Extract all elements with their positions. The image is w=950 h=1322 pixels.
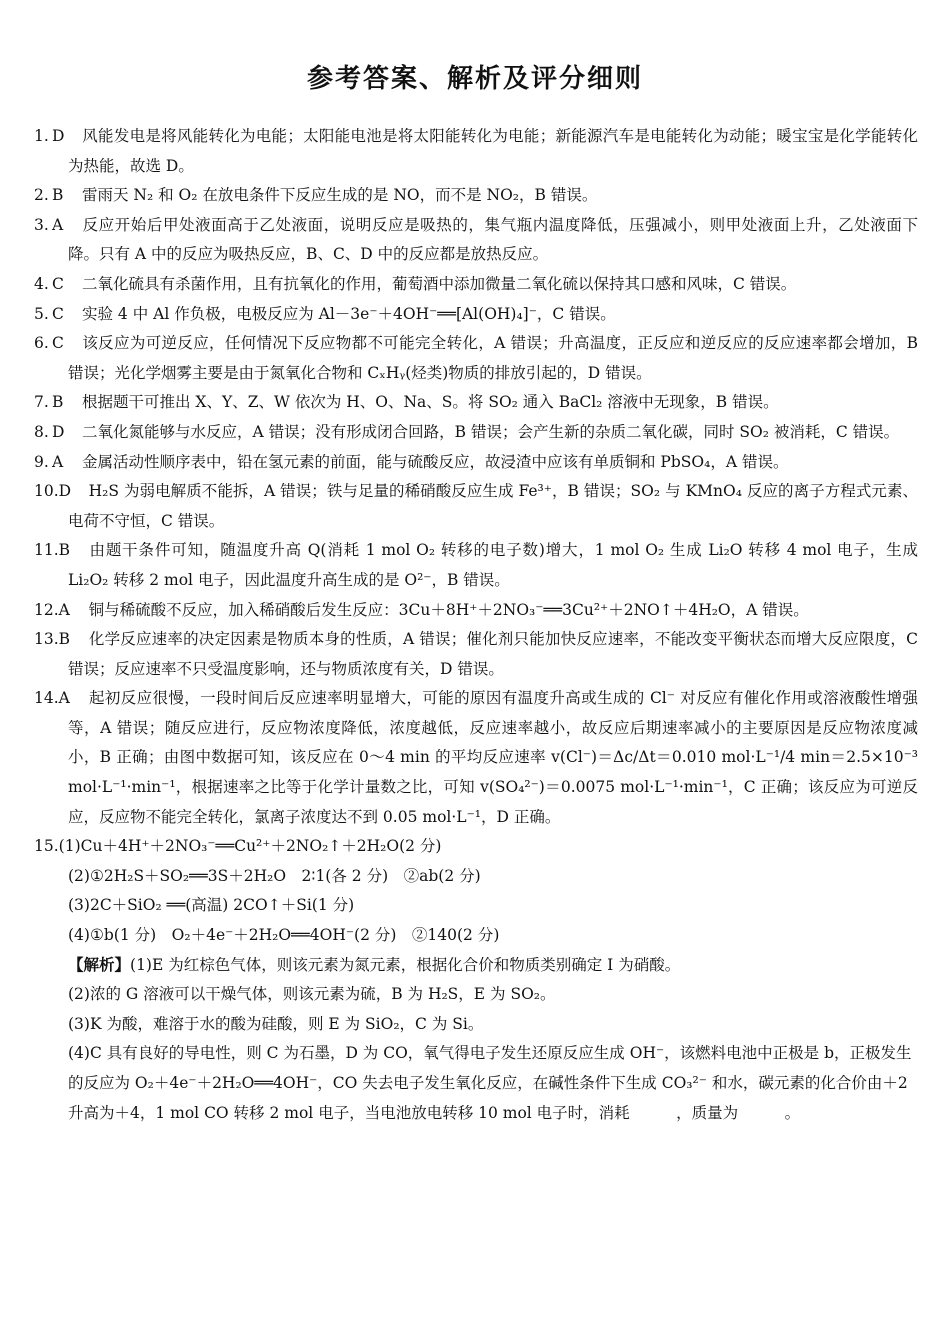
item-explanation: 雷雨天 N₂ 和 O₂ 在放电条件下反应生成的是 NO，而不是 NO₂，B 错误。 <box>82 186 598 205</box>
item-explanation: 风能发电是将风能转化为电能；太阳能电池是将太阳能转化为电能；新能源汽车是电能转化为动能；暖宝宝是化学能转化为热能，故选 D。 <box>68 127 918 175</box>
item-explanation: 实验 4 中 Al 作负极，电极反应为 Al－3e⁻＋4OH⁻══[Al(OH)₄]⁻，C 错误。 <box>82 304 616 323</box>
item-number: 13. <box>34 630 59 649</box>
item-number: 15. <box>34 837 59 856</box>
analysis-label: 【解析】 <box>68 955 131 974</box>
item-explanation: 根据题干可推出 X、Y、Z、W 依次为 H、O、Na、S。将 SO₂ 通入 BaCl₂ 溶液中无现象，B 错误。 <box>82 393 779 412</box>
item-explanation: 起初反应很慢，一段时间后反应速率明显增大，可能的原因有温度升高或生成的 Cl⁻ 对反应有催化作用或溶液酸性增强等，A 错误；随反应进行，反应物浓度降低，浓度越低，反应速率越小，故反应后期速率减小的主要原因是反应物浓度减小，B 正确；由图中数据可知，该反应在 0～4 min 的平均反应速率 v(Cl⁻)＝Δc/Δt＝0.010 mol·L⁻¹/4 min＝2.5×10⁻³ mol·L⁻¹·min⁻¹，根据速率之比等于化学计量数之比，可知 v(SO₄²⁻)＝0.0075 mol·L⁻¹·min⁻¹，C 正确；该反应为可逆反应，反应物不能完全转化，氯离子浓度达不到 0.05 mol·L⁻¹，D 正确。 <box>68 689 918 826</box>
item-number: 1. <box>34 127 49 145</box>
item-number: 9. <box>34 452 49 471</box>
q15-part-3: (3)2C＋SiO₂ ══(高温) 2CO↑＋Si(1 分) <box>68 896 355 915</box>
item-explanation: 铜与稀硫酸不反应，加入稀硝酸后发生反应：3Cu＋8H⁺＋2NO₃⁻══3Cu²⁺＋2NO↑＋4H₂O，A 错误。 <box>88 600 809 619</box>
item-answer: C <box>52 274 64 293</box>
page-title: 参考答案、解析及评分细则 <box>306 64 643 94</box>
q15-part-1: (1)Cu＋4H⁺＋2NO₃⁻══Cu²⁺＋2NO₂↑＋2H₂O(2 分) <box>58 837 442 856</box>
answer-item-4 <box>34 270 918 300</box>
item-number: 11. <box>34 541 59 560</box>
answer-item-11 <box>34 536 918 595</box>
answer-item-15 <box>34 832 918 862</box>
item-explanation: 由题干条件可知，随温度升高 Q(消耗 1 mol O₂ 转移的电子数)增大，1 mol O₂ 生成 Li₂O 转移 4 mol 电子，生成 Li₂O₂ 转移 2 mol 电子，因此温度升高生成的是 O²⁻，B 错误。 <box>68 541 918 589</box>
item-explanation: 化学反应速率的决定因素是物质本身的性质，A 错误；催化剂只能加快反应速率，不能改变平衡状态而增大反应限度，C 错误；反应速率不只受温度影响，还与物质浓度有关，D 错误。 <box>68 630 918 678</box>
answer-item-5 <box>34 300 918 330</box>
item-explanation: 二氧化氮能够与水反应，A 错误；没有形成闭合回路，B 错误；会产生新的杂质二氧化碳，同时 SO₂ 被消耗，C 错误。 <box>82 422 900 441</box>
answer-item-8 <box>34 418 918 448</box>
item-explanation: 该反应为可逆反应，任何情况下反应物都不可能完全转化，A 错误；升高温度，正反应和逆反应的反应速率都会增加，B 错误；光化学烟雾主要是由于氮氧化合物和 CₓHᵧ(烃类)物质的排放引起的，D 错误。 <box>68 334 918 382</box>
item-answer: A <box>52 452 64 471</box>
answer-item-9 <box>34 448 918 478</box>
q15-analysis-1 <box>34 951 918 981</box>
item-explanation: 金属活动性顺序表中，铅在氢元素的前面，能与硫酸反应，故浸渣中应该有单质铜和 PbSO₄，A 错误。 <box>82 452 789 471</box>
item-number: 7. <box>34 393 49 412</box>
item-number: 5. <box>34 304 49 323</box>
item-number: 6. <box>34 334 49 353</box>
item-number: 3. <box>34 215 49 234</box>
answer-item-14 <box>34 684 918 832</box>
answer-item-13 <box>34 625 918 684</box>
item-answer: D <box>58 482 72 501</box>
item-answer: B <box>52 393 64 412</box>
q15-analysis-2: (2)浓的 G 溶液可以干燥气体，则该元素为硫，B 为 H₂S，E 为 SO₂。 <box>68 985 556 1004</box>
q15-analysis-4: (4)C 具有良好的导电性，则 C 为石墨，D 为 CO，氧气得电子发生还原反应生成 OH⁻，该燃料电池中正极是 b，正极发生的反应为 O₂＋4e⁻＋2H₂O══4OH⁻，CO 失去电子发生氧化反应，在碱性条件下生成 CO₃²⁻ 和水，碳元素的化合价由＋2 升高为＋4，1 mol CO 转移 2 mol 电子，当电池放电转移 10 mol 电子时，消耗 ，质量为 。 <box>68 1044 912 1122</box>
analysis-text: (1)E 为红棕色气体，则该元素为氮元素，根据化合价和物质类别确定 I 为硝酸。 <box>130 955 681 974</box>
answer-item-10 <box>34 477 918 536</box>
item-number: 2. <box>34 186 49 205</box>
item-answer: A <box>58 600 70 619</box>
item-explanation: H₂S 为弱电解质不能拆，A 错误；铁与足量的稀硝酸反应生成 Fe³⁺，B 错误；SO₂ 与 KMnO₄ 反应的离子方程式元素、电荷不守恒，C 错误。 <box>68 482 918 530</box>
item-answer: A <box>52 215 64 234</box>
q15-part-4: (4)①b(1 分) O₂＋4e⁻＋2H₂O══4OH⁻(2 分) ②140(2 分) <box>68 926 500 945</box>
item-explanation: 二氧化硫具有杀菌作用，且有抗氧化的作用，葡萄酒中添加微量二氧化硫以保持其口感和风味，C 错误。 <box>82 274 797 293</box>
item-answer: C <box>52 334 64 353</box>
item-answer: B <box>58 630 71 649</box>
q15-part-2: (2)①2H₂S＋SO₂══3S＋2H₂O 2∶1(各 2 分) ②ab(2 分) <box>68 866 481 885</box>
item-answer: B <box>52 186 64 205</box>
q15-analysis-3: (3)K 为酸，难溶于水的酸为硅酸，则 E 为 SiO₂，C 为 Si。 <box>68 1014 484 1033</box>
item-answer: D <box>52 422 65 441</box>
item-number: 14. <box>34 689 59 708</box>
item-number: 4. <box>34 274 49 293</box>
item-answer: A <box>58 689 70 708</box>
answer-item-6 <box>34 329 918 388</box>
item-answer: C <box>52 304 64 323</box>
answer-item-3 <box>34 211 918 270</box>
answer-item-7 <box>34 388 918 418</box>
item-number: 8. <box>34 422 49 441</box>
item-number: 12. <box>34 600 59 619</box>
answer-item-2 <box>34 181 918 211</box>
answer-item-12 <box>34 596 918 626</box>
item-answer: D <box>52 127 65 145</box>
item-answer: B <box>58 541 71 560</box>
answer-item-1 <box>34 122 918 181</box>
item-number: 10. <box>34 482 59 501</box>
item-explanation: 反应开始后甲处液面高于乙处液面，说明反应是吸热的，集气瓶内温度降低，压强减小，则甲处液面上升，乙处液面下降。只有 A 中的反应为吸热反应，B、C、D 中的反应都是放热反应。 <box>68 215 918 264</box>
answer-list <box>34 122 918 1128</box>
